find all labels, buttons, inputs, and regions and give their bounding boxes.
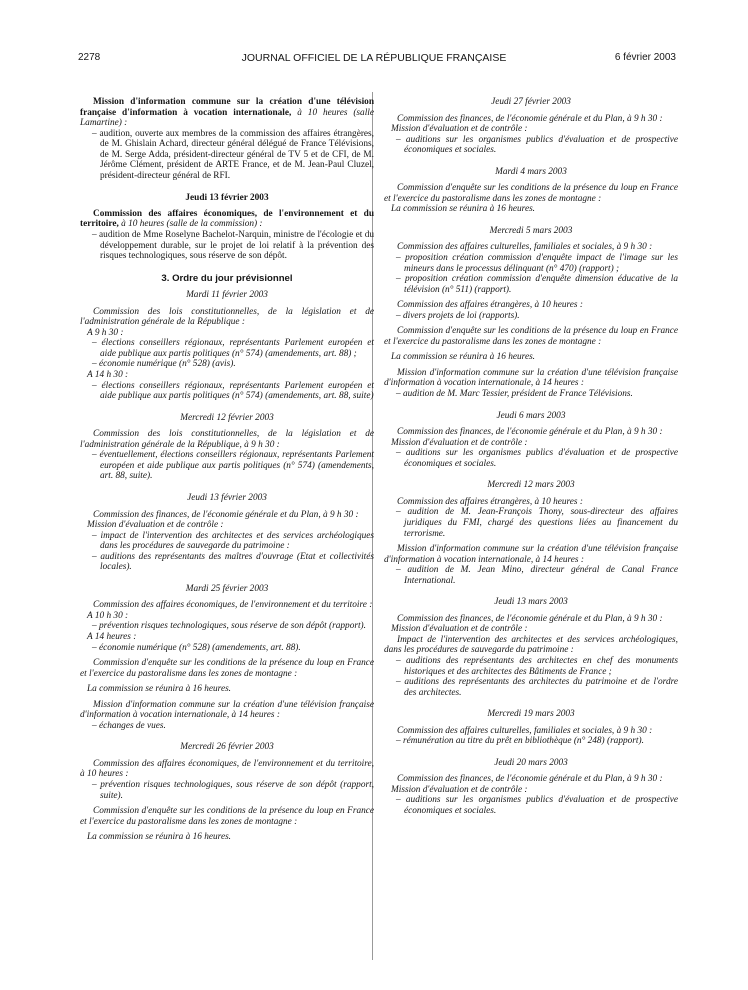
- sub-heading: Mission d'évaluation et de contrôle :: [87, 520, 224, 531]
- time-slot: A 14 h 30 :: [87, 370, 129, 381]
- page-number: 2278: [78, 52, 101, 63]
- list-item: – auditions des représentants des architectes du patrimoine et de l'ordre des architectes.: [396, 677, 678, 698]
- committee-name: Mission d'information commune sur la création d'une télévision française d'information à vocation internationale, à 14 heures :: [80, 699, 374, 721]
- list-item: – audition de M. Marc Tessier, président de France Télévisions.: [396, 389, 633, 400]
- day-heading: Jeudi 13 février 2003: [187, 492, 267, 503]
- list-item: – auditions sur les organismes publics d'évaluation et de prospective économiques et sociales.: [396, 795, 678, 816]
- day-heading: Mercredi 12 février 2003: [180, 412, 274, 423]
- right-column: [384, 97, 678, 817]
- mission-heading: Mission d'information commune sur la création d'une télévision française d'information à vocation internationale, à 10 heures (salle Lamartine) :: [80, 97, 374, 129]
- committee-name: Commission d'enquête sur les conditions de la présence du loup en France et l'exercice du pastoralisme dans les zones de montagne :: [80, 806, 374, 827]
- list-item: – impact de l'intervention des architectes et des services archéologiques dans les procédures de sauvegarde du patrimoine :: [92, 530, 374, 552]
- day-heading: Mardi 4 mars 2003: [495, 166, 567, 177]
- meeting-note: La commission se réunira à 16 heures.: [87, 684, 232, 695]
- time-slot: A 10 h 30 :: [87, 610, 129, 621]
- meeting-note: La commission se réunira à 16 heures.: [87, 832, 232, 843]
- day-heading: Mardi 25 février 2003: [185, 583, 269, 594]
- page-header: [0, 0, 748, 70]
- committee-name: Commission des finances, de l'économie générale et du Plan, à 9 h 30 :: [397, 774, 663, 785]
- committee-name: Commission des affaires culturelles, familiales et sociales, à 9 h 30 :: [397, 725, 653, 736]
- day-heading: Mardi 11 février 2003: [186, 290, 268, 301]
- list-item: – auditions sur les organismes publics d'évaluation et de prospective économiques et sociales.: [396, 134, 678, 156]
- day-heading: Mercredi 19 mars 2003: [487, 709, 575, 720]
- committee-name: Commission des affaires culturelles, familiales et sociales, à 9 h 30 :: [397, 242, 653, 253]
- list-item: – rémunération au titre du prêt en bibliothèque (n° 248) (rapport).: [396, 736, 644, 747]
- list-item: – prévention risques technologiques, sous réserve de son dépôt (rapport, suite).: [92, 779, 374, 801]
- committee-name: Commission des finances, de l'économie générale et du Plan, à 9 h 30 :: [397, 613, 663, 624]
- sub-heading: Mission d'évaluation et de contrôle :: [391, 784, 528, 795]
- list-item: – divers projets de loi (rapports).: [396, 310, 520, 321]
- committee-name: Commission des finances, de l'économie générale et du Plan, à 9 h 30 :: [93, 509, 359, 520]
- topic-intro: Impact de l'intervention des architectes et des services archéologiques, dans les procédures de sauvegarde du patrimoine :: [384, 634, 678, 656]
- left-column: [80, 97, 374, 843]
- list-item: – auditions des représentants des maîtres d'ouvrage (Etat et collectivités locales).: [92, 551, 374, 573]
- list-item: – audition de M. Jean-François Thony, sous-directeur des affaires juridiques du FMI, chargé des questions liées au financement du terrorisme.: [396, 507, 678, 539]
- journal-title: JOURNAL OFFICIEL DE LA RÉPUBLIQUE FRANÇAISE: [241, 52, 507, 64]
- committee-name: Commission des finances, de l'économie générale et du Plan, à 9 h 30 :: [397, 113, 663, 124]
- list-item: – auditions sur les organismes publics d'évaluation et de prospective économiques et sociales.: [396, 448, 678, 469]
- issue-date: 6 février 2003: [614, 52, 676, 63]
- list-item: – élections conseillers régionaux, représentants Parlement européen et aide publique aux partis politiques (n° 574) (amendements, art. 88, suite): [92, 380, 374, 402]
- list-item: – audition de Mme Roselyne Bachelot-Narquin, ministre de l'écologie et du développement durable, sur le projet de loi relatif à la prévention des risques technologiques, sous réserve de son dépôt.: [92, 230, 374, 262]
- list-item: – audition de M. Jean Mino, directeur général de Canal France International.: [396, 565, 678, 586]
- day-heading: Jeudi 13 février 2003: [185, 193, 269, 204]
- list-item: – économie numérique (n° 528) (amendements, art. 88).: [92, 642, 301, 653]
- day-heading: Jeudi 6 mars 2003: [496, 410, 566, 421]
- list-item: – proposition création commission d'enquête dimension éducative de la télévision (n° 511) (rapport).: [396, 274, 678, 295]
- committee-name: Commission des affaires économiques, de l'environnement et du territoire :: [93, 600, 373, 611]
- meeting-note: La commission se réunira à 16 heures.: [391, 204, 536, 215]
- meeting-note: La commission se réunira à 16 heures.: [391, 352, 536, 363]
- list-item: – audition, ouverte aux membres de la commission des affaires étrangères, de M. Ghislain Achard, directeur général délégué de France Télévisions, de M. Serge Adda, président-directeur général de TV 5 et de CFI, de M. Jérôme Clément, président de ARTE France, et de M. Jean-Paul Cluzel, président-directeur général de RFI.: [92, 128, 374, 181]
- list-item: – élections conseillers régionaux, représentants Parlement européen et aide publique aux partis politiques (n° 574) (amendements, art. 88) ;: [92, 338, 374, 359]
- committee-name: Mission d'information commune sur la création d'une télévision française d'information à vocation internationale, à 14 heures :: [384, 367, 678, 389]
- time-slot: A 9 h 30 :: [87, 327, 124, 338]
- committee-name: Commission des lois constitutionnelles, de la législation et de l'administration générale de la République, à 9 h 30 :: [80, 429, 374, 450]
- day-heading: Mercredi 12 mars 2003: [487, 480, 575, 491]
- committee-name: Mission d'information commune sur la création d'une télévision française d'information à vocation internationale, à 14 heures :: [384, 544, 678, 565]
- list-item: – proposition création commission d'enquête impact de l'image sur les mineurs dans le processus délinquant (n° 470) (rapport) ;: [396, 253, 678, 274]
- day-heading: Mercredi 26 février 2003: [180, 742, 274, 753]
- sub-heading: Mission d'évaluation et de contrôle :: [391, 624, 528, 635]
- committee-name: Commission des affaires étrangères, à 10 heures :: [397, 496, 583, 507]
- time-slot: A 14 heures :: [87, 631, 137, 642]
- sub-heading: Mission d'évaluation et de contrôle :: [391, 437, 528, 448]
- list-item: – éventuellement, élections conseillers régionaux, représentants Parlement européen et aide publique aux partis politiques (n° 574) (amendements, art. 88, suite).: [92, 450, 374, 482]
- day-heading: Jeudi 27 février 2003: [491, 97, 571, 107]
- committee-name: Commission des finances, de l'économie générale et du Plan, à 9 h 30 :: [397, 427, 663, 438]
- list-item: – économie numérique (n° 528) (avis).: [92, 359, 236, 370]
- committee-name: Commission des affaires économiques, de l'environnement et du territoire, à 10 heures :: [80, 758, 374, 780]
- committee-name: Commission des affaires étrangères, à 10 heures :: [397, 300, 583, 311]
- list-item: – prévention risques technologiques, sous réserve de son dépôt (rapport).: [92, 621, 366, 632]
- day-heading: Mercredi 5 mars 2003: [489, 225, 573, 236]
- day-heading: Jeudi 20 mars 2003: [494, 757, 568, 768]
- day-heading: Jeudi 13 mars 2003: [494, 597, 568, 608]
- sub-heading: Mission d'évaluation et de contrôle :: [391, 124, 528, 135]
- section-title: 3. Ordre du jour prévisionnel: [161, 272, 293, 284]
- committee-name: Commission d'enquête sur les conditions de la présence du loup en France et l'exercice du pastoralisme dans les zones de montagne :: [384, 326, 678, 347]
- list-item: – auditions des représentants des architectes en chef des monuments historiques et des architectes des Bâtiments de France ;: [396, 655, 678, 677]
- committee-name: Commission des lois constitutionnelles, de la législation et de l'administration générale de la République :: [80, 306, 374, 328]
- committee-heading: Commission des affaires économiques, de l'environnement et du territoire, à 10 heures (salle de la commission) :: [80, 208, 374, 230]
- committee-name: Commission d'enquête sur les conditions de la présence du loup en France et l'exercice du pastoralisme dans les zones de montagne :: [384, 183, 678, 204]
- list-item: – échanges de vues.: [92, 720, 166, 731]
- committee-name: Commission d'enquête sur les conditions de la présence du loup en France et l'exercice du pastoralisme dans les zones de montagne :: [80, 658, 374, 679]
